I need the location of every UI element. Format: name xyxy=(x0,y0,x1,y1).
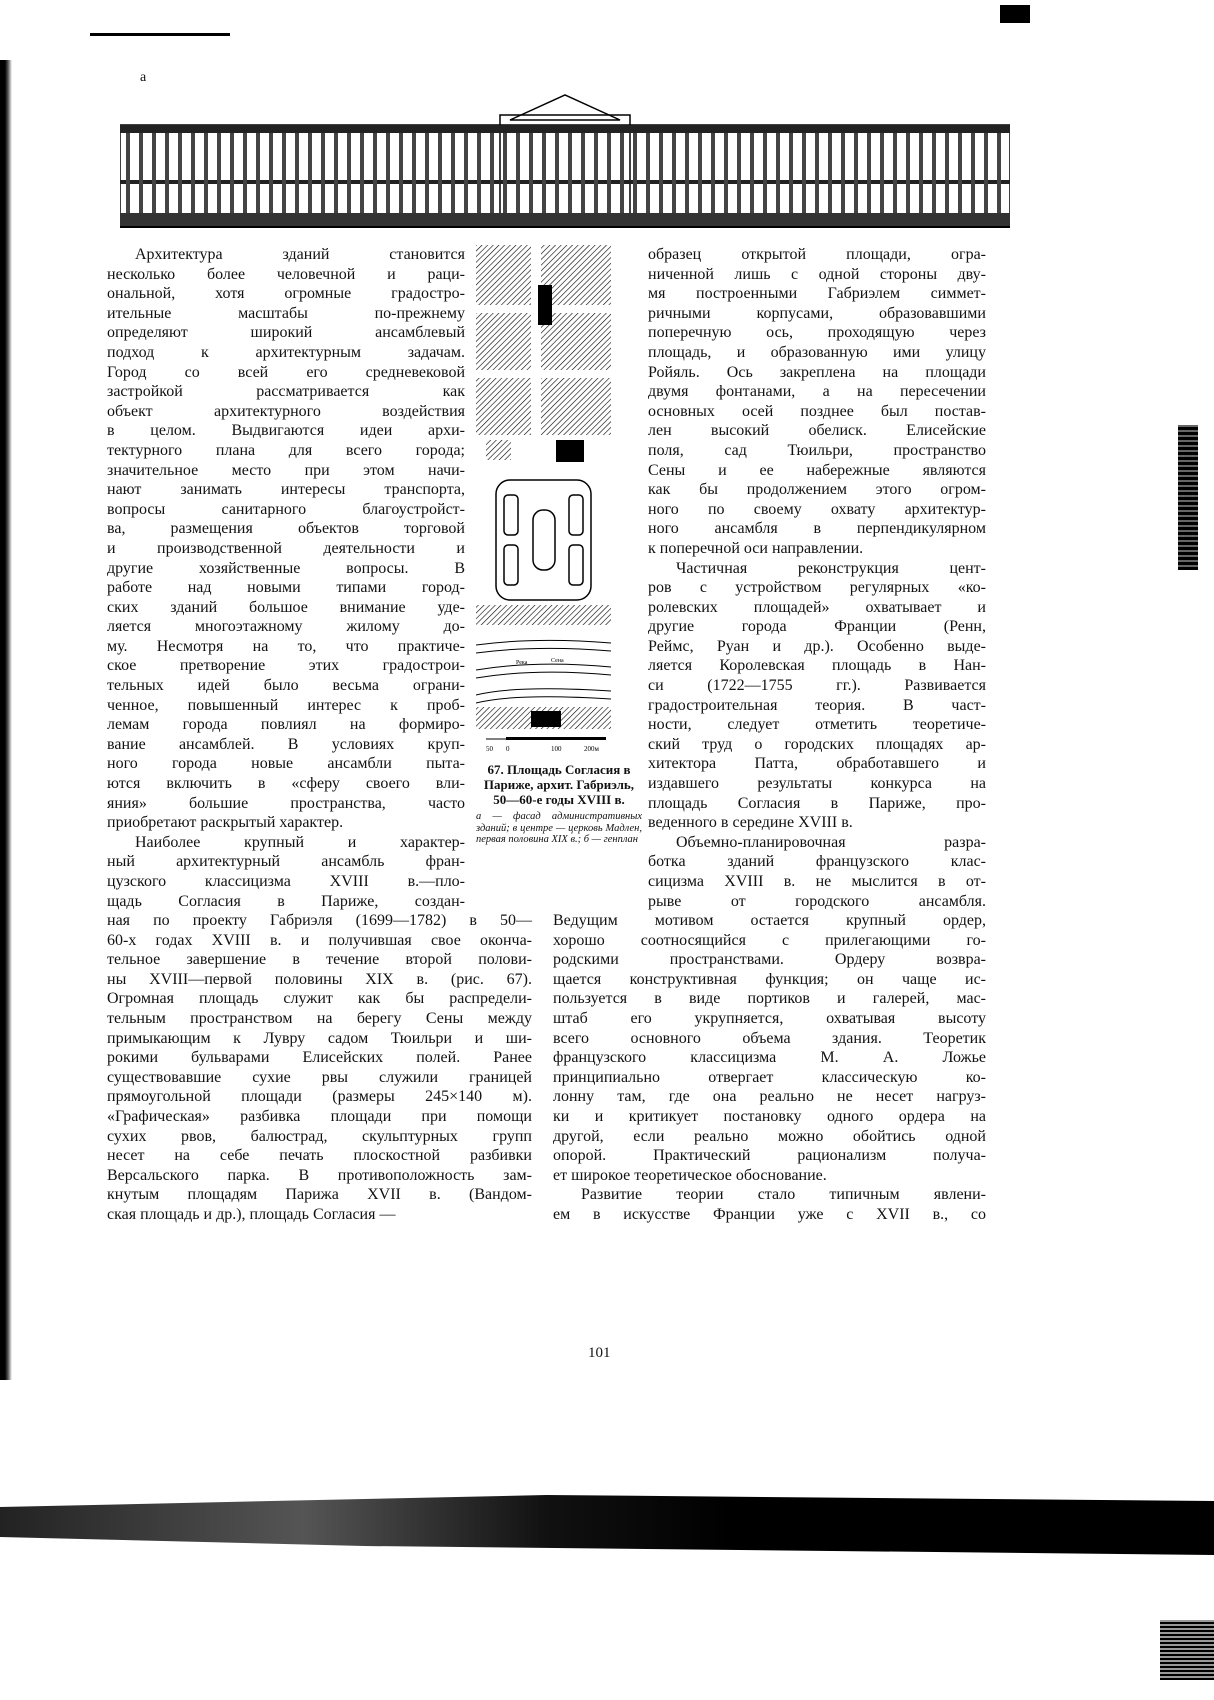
facade-column xyxy=(126,133,130,213)
text-line: работе над новыми типами город- xyxy=(107,579,465,597)
text-line: подход к архитектурным задачам. xyxy=(107,343,465,361)
scan-right-mark xyxy=(1178,425,1198,570)
facade-column xyxy=(893,133,897,213)
text-line: как бы продолжением этого огром- xyxy=(648,481,986,499)
facade-column xyxy=(477,133,481,213)
text-line: хитектора Патта, обработавшего и xyxy=(648,755,986,773)
text-line: градостроительная теория. В част- xyxy=(648,696,986,714)
facade-column xyxy=(867,133,871,213)
scan-top-mark xyxy=(1000,5,1030,23)
facade-column xyxy=(204,133,208,213)
text-line: кнутым площадям Парижа XVII в. (Вандом- xyxy=(107,1186,532,1204)
facade-column xyxy=(178,133,182,213)
text-line: Сены и ее набережные являются xyxy=(648,461,986,479)
facade-column xyxy=(217,133,221,213)
facade-column xyxy=(646,133,650,213)
text-column-left-wide xyxy=(107,911,532,1225)
facade-column xyxy=(282,133,286,213)
text-line: ролевских площадей» охватывает и xyxy=(648,598,986,616)
text-line: ная по проекту Габриэля (1699—1782) в 50— xyxy=(107,912,532,929)
facade-column xyxy=(191,133,195,213)
text-line: образец открытой площади, огра- xyxy=(648,246,986,263)
facade-column xyxy=(425,133,429,213)
text-line: вопросы санитарного благоустройст- xyxy=(107,500,465,518)
facade-column xyxy=(347,133,351,213)
figure-label-a: а xyxy=(140,70,147,85)
scan-edge-left xyxy=(0,60,12,1380)
facade-column xyxy=(711,133,715,213)
text-line: приобретают раскрытый характер. xyxy=(107,814,344,832)
text-line: ональной, хотя огромные градостро- xyxy=(107,285,465,303)
figure-caption-box xyxy=(476,762,642,846)
facade-column xyxy=(724,133,728,213)
plan-illustration xyxy=(476,245,611,755)
text-line: Ведущим мотивом остается крупный ордер, xyxy=(553,912,986,929)
text-line: ный архитектурный ансамбль фран- xyxy=(107,853,465,871)
text-line: ного города новые ансамбли пыта- xyxy=(107,755,465,773)
facade-column xyxy=(828,133,832,213)
text-line: существовавшие сухие рвы служили границей xyxy=(107,1068,532,1086)
text-line: вание ансамблей. В условиях круп- xyxy=(107,735,465,753)
facade-column xyxy=(919,133,923,213)
text-line: ботка зданий французского клас- xyxy=(648,853,986,871)
plan-label-seine: Сена xyxy=(551,658,564,664)
scan-bottom-right xyxy=(1160,1620,1214,1680)
text-line: опорой. Практический рационализм получа- xyxy=(553,1147,986,1165)
text-line: Город со всей его средневековой xyxy=(107,363,465,381)
text-line: веденного в середине XVIII в. xyxy=(648,814,853,832)
facade-column xyxy=(854,133,858,213)
facade-column xyxy=(451,133,455,213)
text-line: рокими бульварами Елисейских полей. Ранее xyxy=(107,1049,532,1067)
facade-column xyxy=(607,133,611,213)
text-line: ская площадь и др.), площадь Согласия — xyxy=(107,1205,396,1223)
text-line: прямоугольной площади (размеры 245×140 м). xyxy=(107,1088,532,1106)
figure-caption-legend: а — фасад административных зданий; в центре — церковь Мадлен, первая половина XIX в.; б — генплан xyxy=(476,811,642,845)
facade-column xyxy=(334,133,338,213)
facade-column xyxy=(308,133,312,213)
text-line: и производственной деятельности и xyxy=(107,539,465,557)
text-line: ский труд о городских площадях ар- xyxy=(648,735,986,753)
facade-column xyxy=(139,133,143,213)
text-line: ляется многоэтажному жилому до- xyxy=(107,618,465,636)
text-line: ва, размещения объектов торговой xyxy=(107,520,465,538)
facade-column xyxy=(685,133,689,213)
scale-label: 100 xyxy=(551,745,562,753)
text-line: ем в искусстве Франции уже с XVII в., со xyxy=(553,1205,986,1223)
facade-column xyxy=(516,133,520,213)
text-line: рыве от городского ансамбля. xyxy=(648,892,986,910)
text-line: другие города Франции (Ренн, xyxy=(648,618,986,636)
facade-column xyxy=(906,133,910,213)
text-line: мя построенными Габриэлем симмет- xyxy=(648,285,986,303)
facade-column xyxy=(659,133,663,213)
text-line: поля, сад Тюильри, пространство xyxy=(648,441,986,459)
text-line: тельное завершение в течение второй полови- xyxy=(107,951,532,969)
text-line: хорошо соотносящийся с прилегающими го- xyxy=(553,931,986,949)
text-line: к поперечной оси направлении. xyxy=(648,539,864,557)
scan-bottom-band xyxy=(0,1495,1214,1555)
text-line: Версальского парка. В противоположность зам- xyxy=(107,1166,532,1184)
facade-column xyxy=(997,133,1001,213)
text-column-right-wide xyxy=(553,911,986,1225)
facade-column xyxy=(542,133,546,213)
facade-column xyxy=(321,133,325,213)
facade-column xyxy=(789,133,793,213)
facade-column xyxy=(737,133,741,213)
text-line: ет широкое теоретическое обоснование. xyxy=(553,1166,827,1184)
facade-column xyxy=(945,133,949,213)
text-line: объект архитектурного воздействия xyxy=(107,402,465,420)
text-line: тельных идей было весьма ограни- xyxy=(107,677,465,695)
page-number: 101 xyxy=(588,1345,611,1361)
text-line: другой, если реально можно обойтись одной xyxy=(553,1127,986,1145)
facade-column xyxy=(269,133,273,213)
facade-column xyxy=(971,133,975,213)
facade-column xyxy=(594,133,598,213)
facade-column xyxy=(763,133,767,213)
text-line: Ройяль. Ось закреплена на площади xyxy=(648,363,986,381)
text-line: ны XVIII—первой половины XIX в. (рис. 67). xyxy=(107,970,532,988)
facade-column xyxy=(776,133,780,213)
facade-column xyxy=(750,133,754,213)
text-line: му. Несмотря на то, что практиче- xyxy=(107,637,465,655)
text-line: родскими пространствами. Ордеру возвра- xyxy=(553,951,986,969)
facade-column xyxy=(230,133,234,213)
text-line: ских зданий большое внимание уде- xyxy=(107,598,465,616)
text-line: Реймс, Руан и др.). Особенно выде- xyxy=(648,637,986,655)
facade-illustration xyxy=(120,85,1010,235)
text-line: определяют широкий ансамблевый xyxy=(107,324,465,342)
facade-column xyxy=(984,133,988,213)
facade-column xyxy=(529,133,533,213)
text-line: штаб его укрупняется, охватывая высоту xyxy=(553,1009,986,1027)
text-line: ляется Королевская площадь в Нан- xyxy=(648,657,986,675)
text-line: другие хозяйственные вопросы. В xyxy=(107,559,465,577)
text-line: ченное, повышенный интерес к проб- xyxy=(107,696,465,714)
text-line: ки и критикует постановку одного ордера на xyxy=(553,1107,986,1125)
facade-column xyxy=(932,133,936,213)
text-line: лемам города повлиял на формиро- xyxy=(107,716,465,734)
facade-column xyxy=(386,133,390,213)
facade-column xyxy=(490,133,494,213)
text-line: тектурного плана для всего города; xyxy=(107,441,465,459)
facade-column xyxy=(633,133,637,213)
text-column-left xyxy=(107,245,465,911)
facade-column xyxy=(880,133,884,213)
facade-column xyxy=(672,133,676,213)
text-line: цузского классицизма XVIII в.—пло- xyxy=(107,873,465,890)
facade-column xyxy=(620,133,624,213)
plan-label-river: Река xyxy=(516,660,528,666)
facade-column xyxy=(165,133,169,213)
facade-column xyxy=(438,133,442,213)
text-line: пользуется в виде портиков и галерей, мас- xyxy=(553,990,986,1008)
facade-column xyxy=(464,133,468,213)
text-line: несколько более человечной и раци- xyxy=(107,265,465,283)
text-line: принципиально отвергает классическую ко- xyxy=(553,1068,986,1086)
text-line: основных осей позднее был постав- xyxy=(648,402,986,420)
text-line: Развитие теории стало типичным явлени- xyxy=(581,1186,986,1204)
text-line: Частичная реконструкция цент- xyxy=(676,559,986,577)
text-line: Архитектура зданий становится xyxy=(135,246,465,263)
scan-top-line xyxy=(90,33,230,36)
text-line: ское претворение этих градострои- xyxy=(107,657,465,675)
text-line: тельным пространством на берегу Сены между xyxy=(107,1009,532,1027)
scale-label: 0 xyxy=(506,745,510,753)
figure-caption: 67. Площадь Согласия в Париже, архит. Габриэль, 50—60-е годы XVIII в. xyxy=(483,762,635,807)
facade-column xyxy=(841,133,845,213)
text-line: поперечную ось, проходящую через xyxy=(648,324,986,342)
text-line: застройкой рассматривается как xyxy=(107,383,465,401)
text-line: си (1722—1755 гг.). Развивается xyxy=(648,677,986,695)
text-line: всего основного объема здания. Теоретик xyxy=(553,1029,986,1047)
text-line: лонну там, где она реально не несет нагруз- xyxy=(553,1088,986,1106)
text-line: ются включить в «сферу своего вли- xyxy=(107,775,465,793)
facade-column xyxy=(360,133,364,213)
text-line: ниченной лишь с одной стороны дву- xyxy=(648,265,986,283)
scale-label: 50 xyxy=(486,745,493,753)
text-line: двумя фонтанами, а на пересечении xyxy=(648,383,986,401)
text-line: в целом. Выдвигаются идеи архи- xyxy=(107,422,465,440)
facade-column xyxy=(152,133,156,213)
text-line: Объемно-планировочная разра- xyxy=(676,833,986,851)
facade-column xyxy=(568,133,572,213)
text-line: примыкающим к Лувру садом Тюильри и ши- xyxy=(107,1029,532,1047)
text-line: щадь Согласия в Париже, создан- xyxy=(107,892,465,910)
facade-column xyxy=(399,133,403,213)
text-line: ного ансамбля в перпендикулярном xyxy=(648,520,986,538)
text-line: площадь, и образованную ими улицу xyxy=(648,343,986,361)
facade-column xyxy=(373,133,377,213)
text-line: ительные масштабы по-прежнему xyxy=(107,304,465,322)
facade-column xyxy=(256,133,260,213)
text-line: «Графическая» разбивка площади при помощи xyxy=(107,1107,532,1125)
facade-column xyxy=(802,133,806,213)
facade-column xyxy=(698,133,702,213)
text-line: нают занимать интересы транспорта, xyxy=(107,481,465,499)
text-line: лен высокий обелиск. Елисейские xyxy=(648,422,986,440)
text-line: Наиболее крупный и характер- xyxy=(135,833,465,851)
facade-column xyxy=(412,133,416,213)
text-column-right xyxy=(648,245,986,911)
scale-label: 200м xyxy=(584,745,599,753)
text-line: щается конструктивная функция; он чаще ис- xyxy=(553,970,986,988)
facade-column xyxy=(815,133,819,213)
facade-column xyxy=(243,133,247,213)
text-line: издавшего результаты конкурса на xyxy=(648,775,986,793)
facade-column xyxy=(581,133,585,213)
text-line: 60-х годах XVIII в. и получившая свое оконча- xyxy=(107,931,532,949)
text-line: ров с устройством регулярных «ко- xyxy=(648,579,986,597)
text-line: французского классицизма М. А. Ложье xyxy=(553,1049,986,1067)
text-line: значительное место при этом начи- xyxy=(107,461,465,479)
text-line: ричными корпусами, образовавшими xyxy=(648,304,986,322)
facade-column xyxy=(503,133,507,213)
text-line: сицизма XVIII в. не мыслится в от- xyxy=(648,873,986,890)
text-line: сухих рвов, балюстрад, скульптурных групп xyxy=(107,1127,532,1145)
text-line: ного по своему охвату архитектур- xyxy=(648,500,986,518)
facade-column xyxy=(555,133,559,213)
text-line: несет на себе печать плоскостной разбивки xyxy=(107,1147,532,1165)
facade-column xyxy=(295,133,299,213)
text-line: Огромная площадь служит как бы распредели- xyxy=(107,990,532,1008)
text-line: яния» большие пространства, часто xyxy=(107,794,465,812)
facade-column xyxy=(958,133,962,213)
text-line: ности, следует отметить теоретиче- xyxy=(648,716,986,734)
text-line: площадь Согласия в Париже, про- xyxy=(648,794,986,812)
